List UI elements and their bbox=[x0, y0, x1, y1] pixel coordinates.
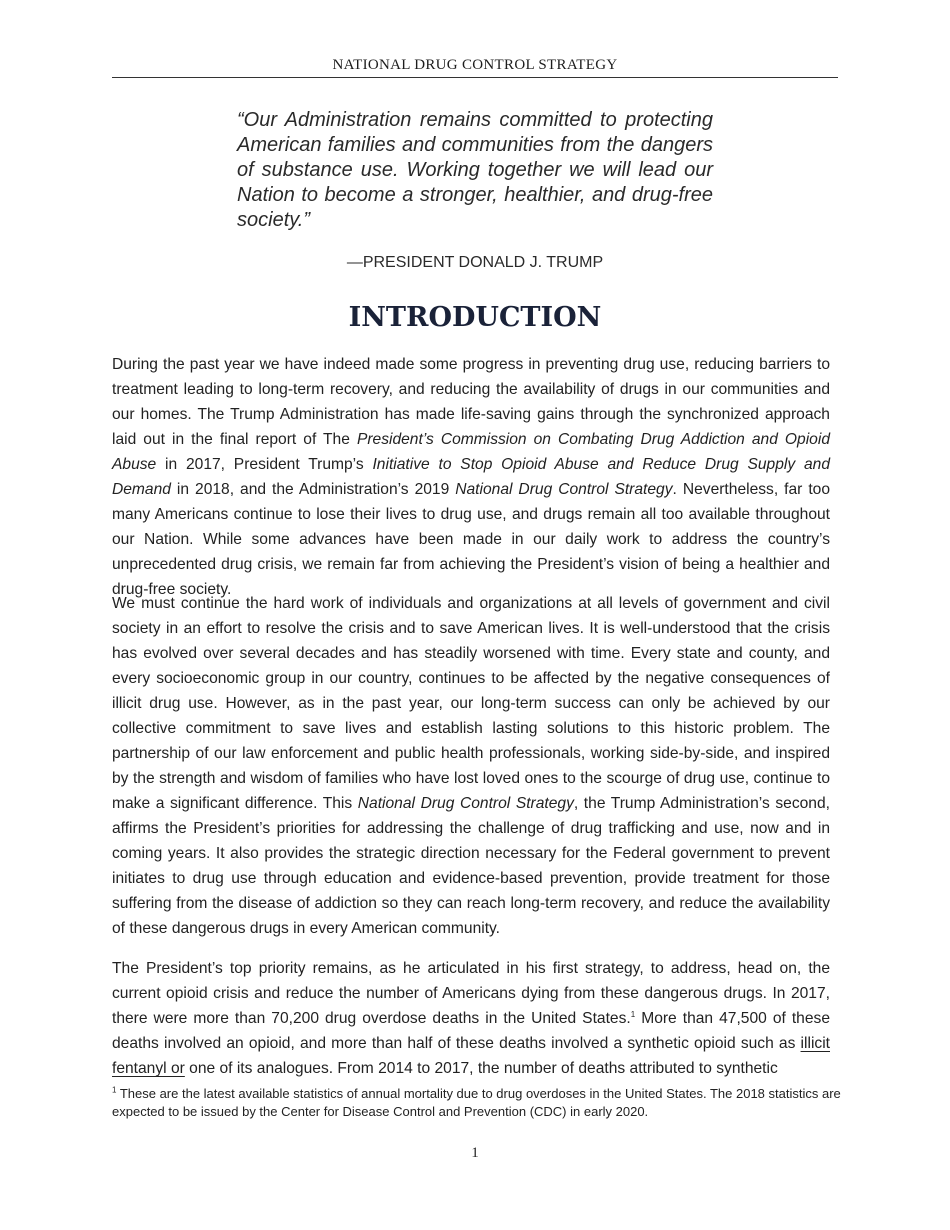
epigraph-quote: “Our Administration remains committed to protecting American families and communities from the dangers of substance use. Working together we will lead our Nation to become a stronger, healthier, and drug-free society.” bbox=[237, 109, 713, 231]
section-title: INTRODUCTION bbox=[348, 302, 602, 333]
paragraph-1: During the past year we have indeed made some progress in preventing drug use, reducing barriers to treatment leading to long-term recovery, and reducing the availability of drugs in our communities and our homes. The Trump Administration has made life-saving gains through the synchronized approach laid out in the final report of The President’s Commission on Combating Drug Addiction and Opioid Abuse in 2017, President Trump’s Initiative to Stop Opioid Abuse and Reduce Drug Supply and Demand in 2018, and the Administration’s 2019 National Drug Control Strategy. Nevertheless, far too many Americans continue to lose their lives to drug use, and drugs remain all too available throughout our Nation. While some advances have been made in our daily work to address the country’s unprecedented drug crisis, we remain far from achieving the President’s vision of being a healthier and drug-free society. bbox=[112, 356, 830, 598]
footnote-text: These are the latest available statistics of annual mortality due to drug overdoses in the United States. The 2018 statistics are expected to be issued by the Center for Disease Control and Prevention (CDC) in early 2020. bbox=[112, 1086, 841, 1119]
epigraph-attribution: —PRESIDENT DONALD J. TRUMP bbox=[346, 254, 604, 271]
paragraph-3: The President’s top priority remains, as he articulated in his first strategy, to address, head on, the current opioid crisis and reduce the number of Americans dying from these dangerous drugs. In 2017, there were more than 70,200 drug overdose deaths in the United States.$^1$ More than 47,500 of these deaths involved an opioid, and more than half of these deaths involved a synthetic opioid such as illicit fentanyl or one of its analogues. From 2014 to 2017, the number of deaths attributed to synthetic bbox=[112, 960, 831, 1077]
footnote-marker: 1 bbox=[630, 1009, 636, 1019]
report-title: President’s Commission on Combating Drug Addiction and Opioid Abuse bbox=[112, 431, 830, 473]
running-header: NATIONAL DRUG CONTROL STRATEGY bbox=[112, 57, 838, 78]
paragraph-2: We must continue the hard work of individuals and organizations at all levels of government and civil society in an effort to resolve the crisis and to save American lives. It is well-understood that the crisis has evolved over several decades and has steadily worsened with time. Every state and county, and every socioeconomic group in our country, continues to be affected by the negative consequences of illicit drug use. However, as in the past year, our long-term success can only be achieved by our collective commitment to save lives and establish lasting solutions to this historic problem. The partnership of our law enforcement and public health professionals, working side-by-side, and inspired by the strength and wisdom of families who have lost loved ones to the scourge of drug use, continue to make a significant difference. This National Drug Control Strategy, the Trump Administration’s second, affirms the President’s priorities for addressing the challenge of drug trafficking and use, now and in coming years. It also provides the strategic direction necessary for the Federal government to prevent initiates to drug use through education and evidence-based prevention, provide treatment for those suffering from the disease of addiction so they can reach long-term recovery, and reduce the availability of these dangerous drugs in every American community. bbox=[112, 595, 830, 937]
strategy-title: National Drug Control Strategy bbox=[357, 795, 574, 812]
strategy-title: National Drug Control Strategy bbox=[455, 481, 673, 498]
footnote bbox=[112, 1085, 842, 1121]
underlined-text: illicit fentanyl or bbox=[112, 1035, 830, 1077]
page-number: 1 bbox=[471, 1145, 479, 1161]
footnote-number: 1 bbox=[112, 1085, 117, 1095]
initiative-title: Initiative to Stop Opioid Abuse and Reduce Drug Supply and Demand bbox=[112, 456, 830, 498]
